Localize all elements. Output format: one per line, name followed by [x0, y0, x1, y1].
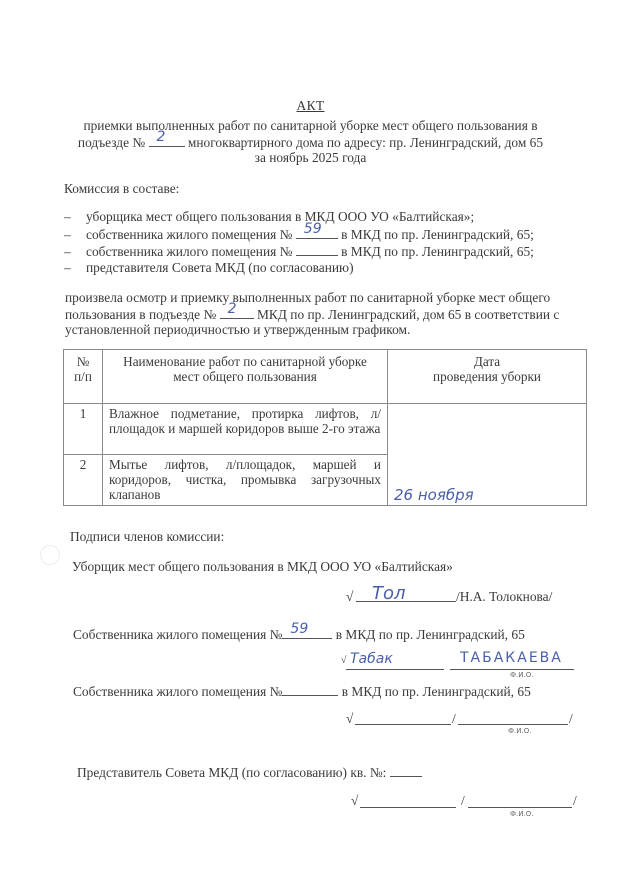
member-address: в МКД по пр. Ленинградский, 65; [341, 227, 534, 242]
header-text: п/п [74, 369, 92, 384]
owner1-fio-line[interactable] [450, 668, 574, 670]
fio-caption: Ф.И.О. [510, 810, 534, 818]
owner2-address: в МКД по пр. Ленинградский, 65 [341, 684, 531, 699]
header-number [64, 350, 103, 404]
slash-separator: / [461, 793, 465, 808]
council-apartment-field[interactable] [390, 764, 422, 777]
slash-separator: / [569, 711, 573, 726]
fio-caption: Ф.И.О. [510, 671, 534, 679]
commission-member-cleaner [64, 209, 474, 225]
council-fio-line[interactable] [468, 806, 572, 808]
entrance-number-field[interactable] [149, 129, 185, 147]
inspection-line1: произвела осмотр и приемку выполненных работ по санитарной уборке мест общего [65, 290, 551, 305]
owner1-signature-line[interactable] [346, 668, 444, 670]
council-line [77, 764, 422, 781]
member-text: уборщика мест общего пользования в МКД ООО УО «Балтийская»; [86, 209, 475, 224]
document-period: за ноябрь 2025 года [254, 150, 367, 165]
cleaner-signature: Тол [372, 583, 406, 604]
date-handwritten: 26 ноября [394, 486, 474, 504]
member-text: собственника жилого помещения № [86, 227, 293, 242]
fio-caption: Ф.И.О. [508, 727, 532, 735]
document-subtitle-line2 [0, 129, 621, 151]
owner1-apartment-field[interactable] [296, 221, 338, 239]
commission-member-council [64, 260, 354, 276]
check-mark-icon: √ [346, 711, 354, 726]
header-date [388, 350, 587, 404]
check-mark-icon: √ [346, 589, 354, 604]
check-mark-icon: √ [341, 655, 347, 666]
header-work-name [103, 350, 388, 404]
document-subtitle-line1: приемки выполненных работ по санитарной уборке мест общего пользования в [83, 118, 538, 133]
document-title: АКТ [296, 98, 325, 113]
owner1-sign-apartment-field[interactable] [282, 621, 332, 639]
owner1-label: Собственника жилого помещения № [73, 627, 283, 642]
commission-member-owner1 [64, 221, 534, 243]
council-signature-line[interactable] [360, 806, 456, 808]
list-dash: – [64, 227, 71, 242]
owner1-line [73, 621, 525, 643]
member-text: собственника жилого помещения № [86, 244, 293, 259]
header-text: мест общего пользования [173, 369, 317, 384]
owner2-sign-apartment-field[interactable] [282, 683, 338, 696]
owner2-line [73, 683, 531, 700]
member-address: в МКД по пр. Ленинградский, 65; [341, 244, 534, 259]
inspection-entrance-label: пользования в подъезде № [65, 307, 217, 322]
works-table [63, 349, 587, 506]
inspection-entrance-handwritten: 2 [227, 301, 237, 317]
member-text: представителя Совета МКД (по согласованию) [86, 260, 354, 275]
header-text: Дата [473, 354, 501, 369]
commission-member-owner2 [64, 243, 534, 260]
scan-artifact [40, 545, 60, 565]
list-dash: – [64, 244, 71, 259]
inspection-entrance-field[interactable] [220, 301, 254, 319]
slash-separator: / [573, 793, 577, 808]
inspection-line3: установленной периодичностью и утвержденным графиком. [65, 322, 411, 337]
header-text: Наименование работ по санитарной уборке [123, 354, 367, 369]
owner2-label: Собственника жилого помещения № [73, 684, 283, 699]
row-work-name: Мытье лифтов, л/площадок, маршей и коридоров, чистка, промывка загрузочных клапанов [103, 455, 388, 506]
list-dash: – [64, 209, 71, 224]
inspection-address: МКД по пр. Ленинградский, дом 65 в соответствии с [256, 307, 560, 322]
owner1-fio-handwritten: ТАБАКАЕВА [460, 650, 563, 666]
inspection-line2 [65, 301, 560, 323]
owner1-signature: Табак [350, 651, 393, 667]
header-text: проведения уборки [433, 369, 541, 384]
row-number: 2 [64, 455, 103, 506]
owner1-address: в МКД по пр. Ленинградский, 65 [335, 627, 525, 642]
subtitle-address: многоквартирного дома по адресу: пр. Ленинградский, дом 65 [187, 135, 544, 150]
owner2-apartment-field[interactable] [296, 243, 338, 256]
list-dash: – [64, 260, 71, 275]
entrance-number-handwritten: 2 [156, 129, 166, 145]
row-number: 1 [64, 404, 103, 455]
commission-heading: Комиссия в составе: [64, 181, 180, 196]
table-header-row [64, 350, 587, 404]
cleaner-label: Уборщик мест общего пользования в МКД ООО УО «Балтийская» [72, 559, 453, 574]
cleaner-name: /Н.А. Толокнова/ [456, 589, 553, 604]
owner2-fio-line[interactable] [458, 723, 568, 725]
date-cell[interactable] [388, 404, 587, 506]
check-mark-icon: √ [351, 793, 359, 808]
signatures-heading: Подписи членов комиссии: [70, 529, 225, 544]
owner1-apartment-handwritten: 59 [303, 221, 322, 237]
subtitle-entrance-label: подъезде № [77, 135, 146, 150]
owner1-sign-apartment-handwritten: 59 [290, 621, 309, 637]
owner2-signature-line[interactable] [355, 723, 451, 725]
cleaner-signature-line[interactable] [356, 600, 456, 602]
table-row [64, 404, 587, 455]
slash-separator: / [452, 711, 456, 726]
council-label: Представитель Совета МКД (по согласованию) кв. №: [77, 765, 387, 780]
header-text: № [76, 354, 90, 369]
row-work-name: Влажное подметание, протирка лифтов, л/площадок и маршей коридоров выше 2-го этажа [103, 404, 388, 455]
